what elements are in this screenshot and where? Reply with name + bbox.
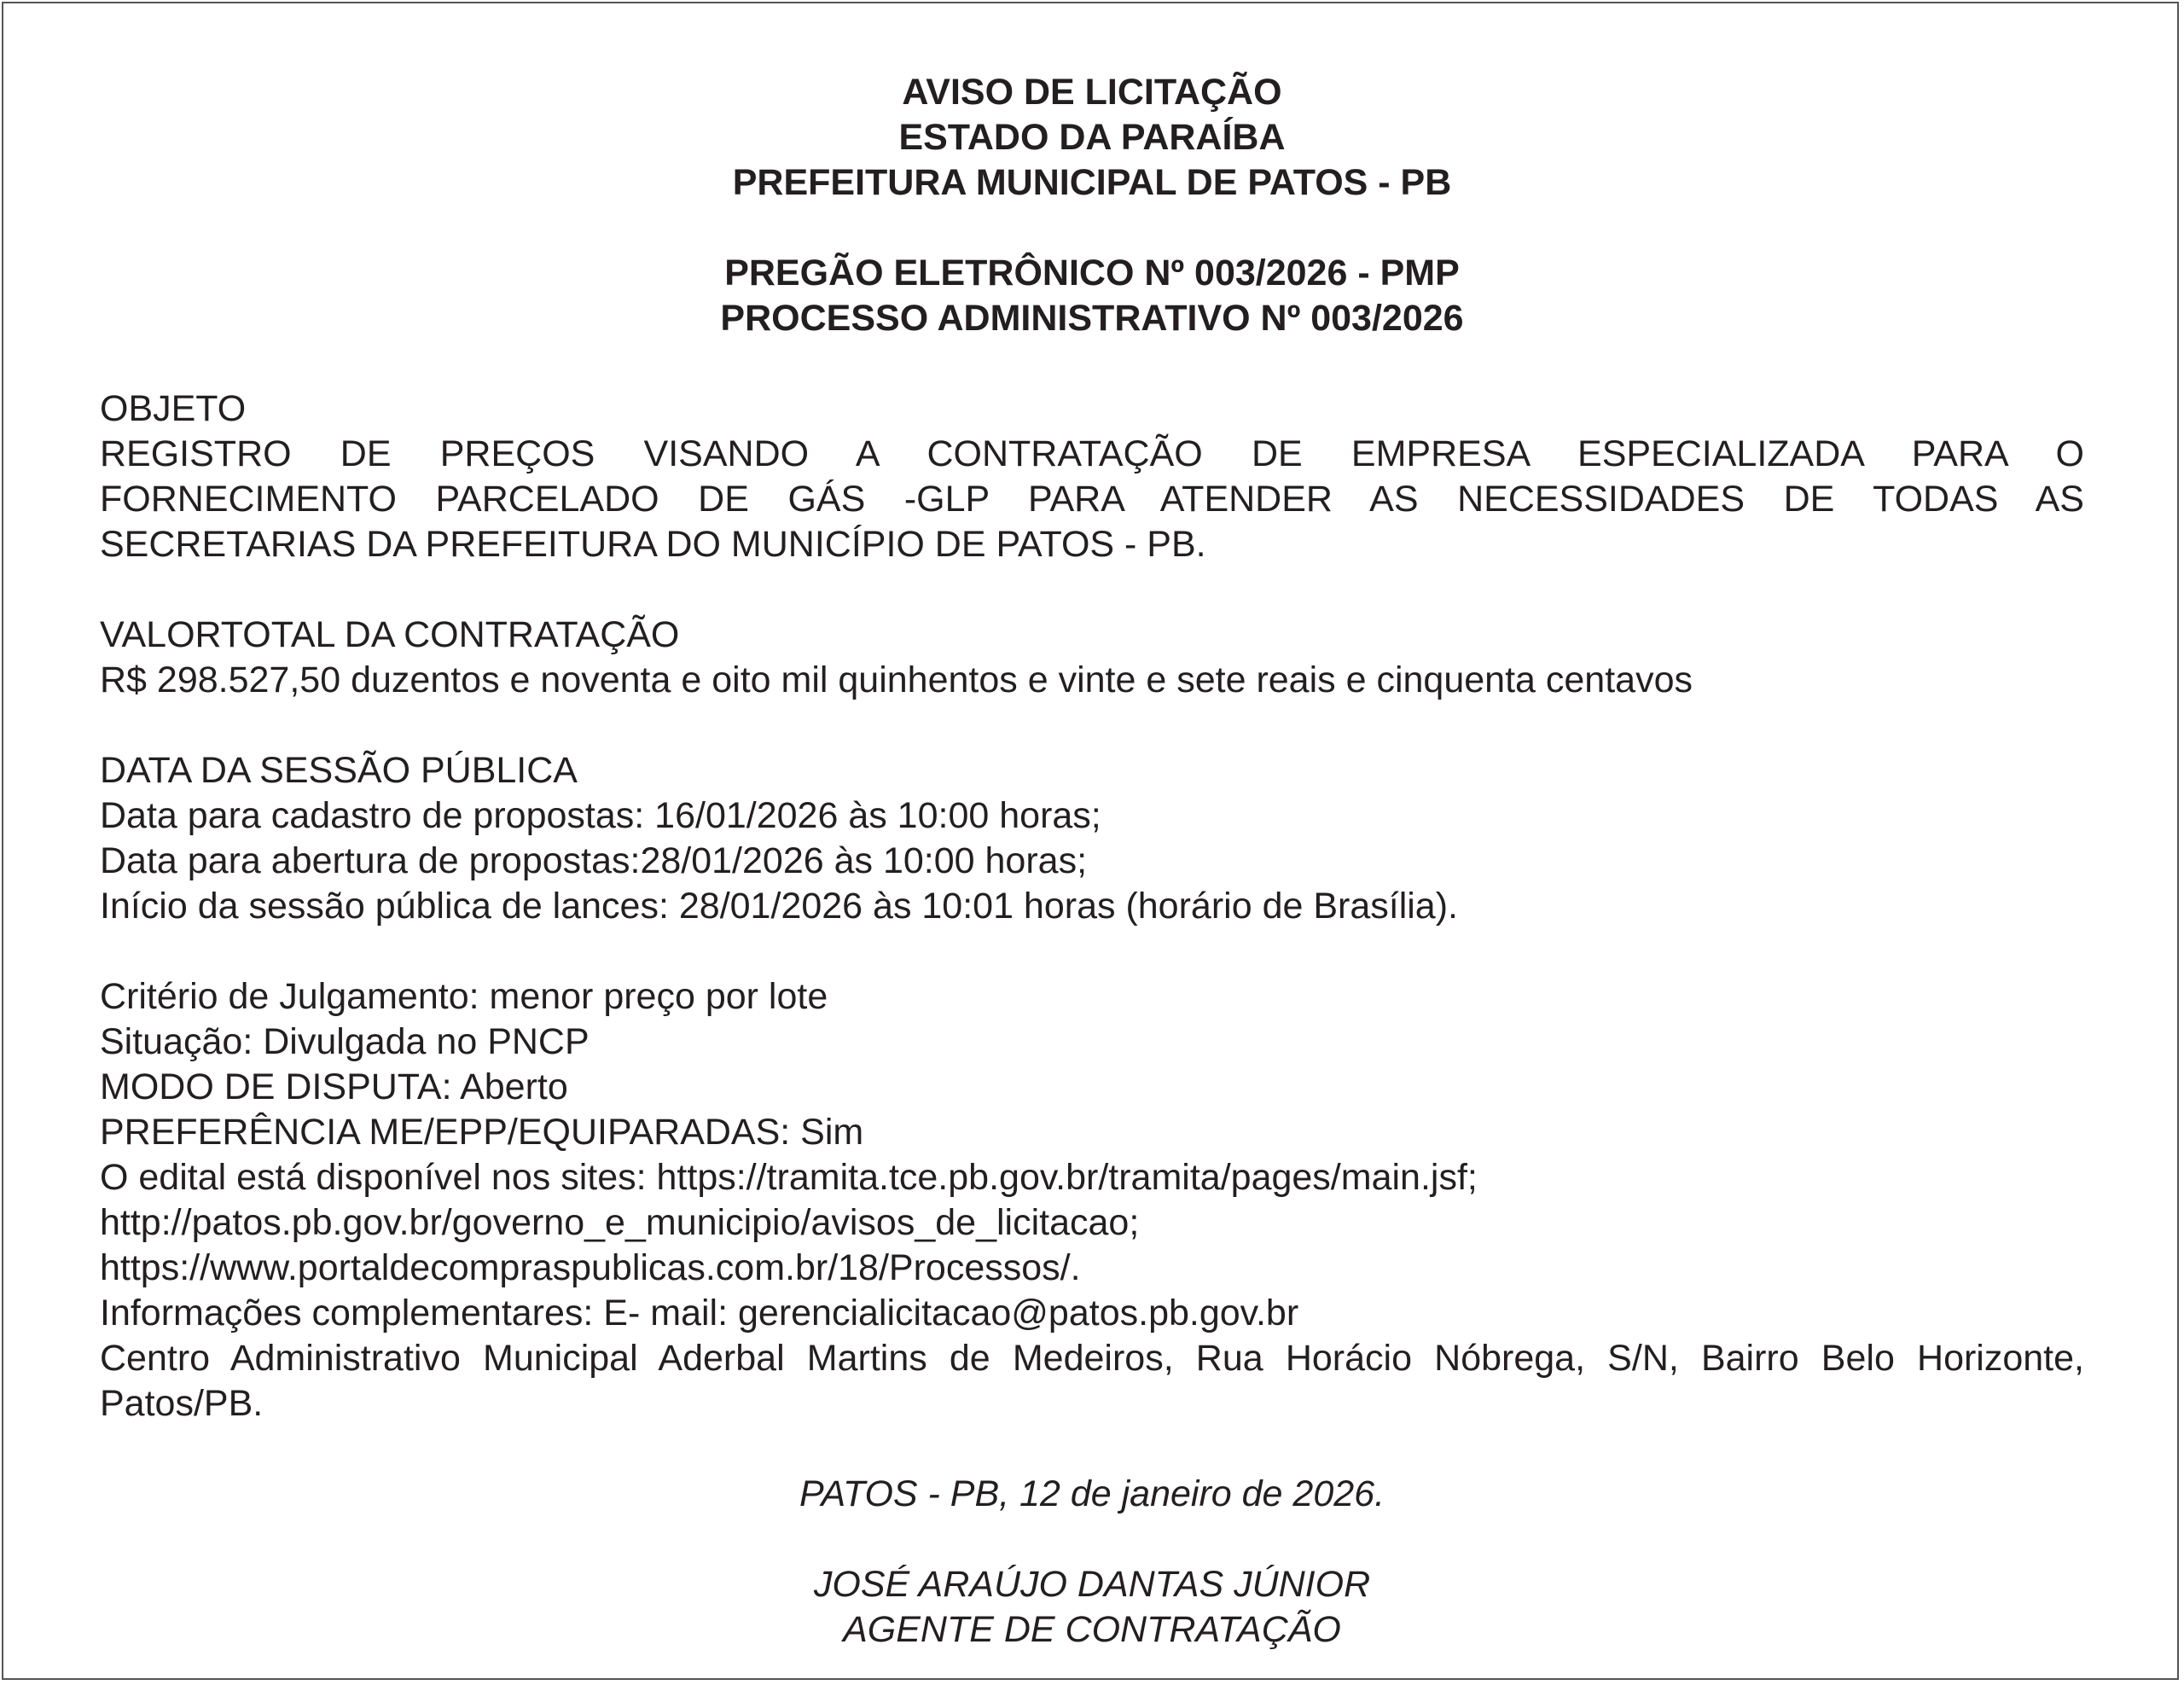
- notice-footer: [100, 1472, 2084, 1653]
- municipality-name: PREFEITURA MUNICIPAL DE PATOS - PB: [732, 162, 1452, 203]
- valor-text: R$ 298.527,50 duzentos e noventa e oito mil quinhentos e vinte e sete reais e cinquenta centavos: [100, 659, 1693, 700]
- process-number: PROCESSO ADMINISTRATIVO Nº 003/2026: [720, 298, 1464, 339]
- inicio-date: Início da sessão pública de lances: 28/01/2026 às 10:01 horas (horário de Brasília).: [100, 886, 1458, 927]
- valor-label: VALORTOTAL DA CONTRATAÇÃO: [100, 614, 680, 655]
- sessao-section: [100, 748, 2084, 929]
- objeto-line: REGISTRO DE PREÇOS VISANDO A CONTRATAÇÃO DE EMPRESA ESPECIALIZADA PARA O: [100, 433, 2084, 474]
- criterio-text: Critério de Julgamento: menor preço por lote: [100, 976, 828, 1017]
- notice-content: [100, 70, 2084, 1653]
- info-section: [100, 974, 2084, 1426]
- endereco-text: Centro Administrativo Municipal Aderbal Martins de Medeiros, Rua Horácio Nóbrega, S/N, Bairro Belo Horizonte, Patos/PB.: [100, 1338, 2084, 1424]
- pregao-number: PREGÃO ELETRÔNICO Nº 003/2026 - PMP: [724, 253, 1460, 293]
- modo-text: MODO DE DISPUTA: Aberto: [100, 1066, 568, 1107]
- objeto-text: [100, 432, 2084, 567]
- objeto-line: SECRETARIAS DA PREFEITURA DO MUNICÍPIO DE PATOS - PB.: [100, 524, 1206, 565]
- signatory-role: AGENTE DE CONTRATAÇÃO: [843, 1609, 1341, 1650]
- notice-header: [100, 70, 2084, 341]
- notice-title: AVISO DE LICITAÇÃO: [902, 72, 1282, 113]
- signatory-name: JOSÉ ARAÚJO DANTAS JÚNIOR: [813, 1564, 1371, 1605]
- sessao-label: DATA DA SESSÃO PÚBLICA: [100, 750, 578, 791]
- site-link-2: http://patos.pb.gov.br/governo_e_municipio/avisos_de_licitacao;: [100, 1202, 1140, 1243]
- preferencia-text: PREFERÊNCIA ME/EPP/EQUIPARADAS: Sim: [100, 1112, 864, 1153]
- place-date: PATOS - PB, 12 de janeiro de 2026.: [799, 1473, 1385, 1514]
- valor-section: [100, 613, 2084, 703]
- objeto-line: FORNECIMENTO PARCELADO DE GÁS -GLP PARA ATENDER AS NECESSIDADES DE TODAS AS: [100, 479, 2084, 520]
- objeto-label: OBJETO: [100, 388, 247, 429]
- state-name: ESTADO DA PARAÍBA: [898, 117, 1286, 158]
- objeto-section: [100, 386, 2084, 567]
- edital-text: O edital está disponível nos sites: https://tramita.tce.pb.gov.br/tramita/pages/main.jsf;: [100, 1157, 1478, 1198]
- abertura-date: Data para abertura de propostas:28/01/2026 às 10:00 horas;: [100, 840, 1088, 881]
- site-link-3: https://www.portaldecompraspublicas.com.br/18/Processos/.: [100, 1247, 1081, 1288]
- complementares-text: Informações complementares: E- mail: gerencialicitacao@patos.pb.gov.br: [100, 1293, 1299, 1333]
- situacao-text: Situação: Divulgada no PNCP: [100, 1021, 590, 1062]
- cadastro-date: Data para cadastro de propostas: 16/01/2026 às 10:00 horas;: [100, 795, 1101, 836]
